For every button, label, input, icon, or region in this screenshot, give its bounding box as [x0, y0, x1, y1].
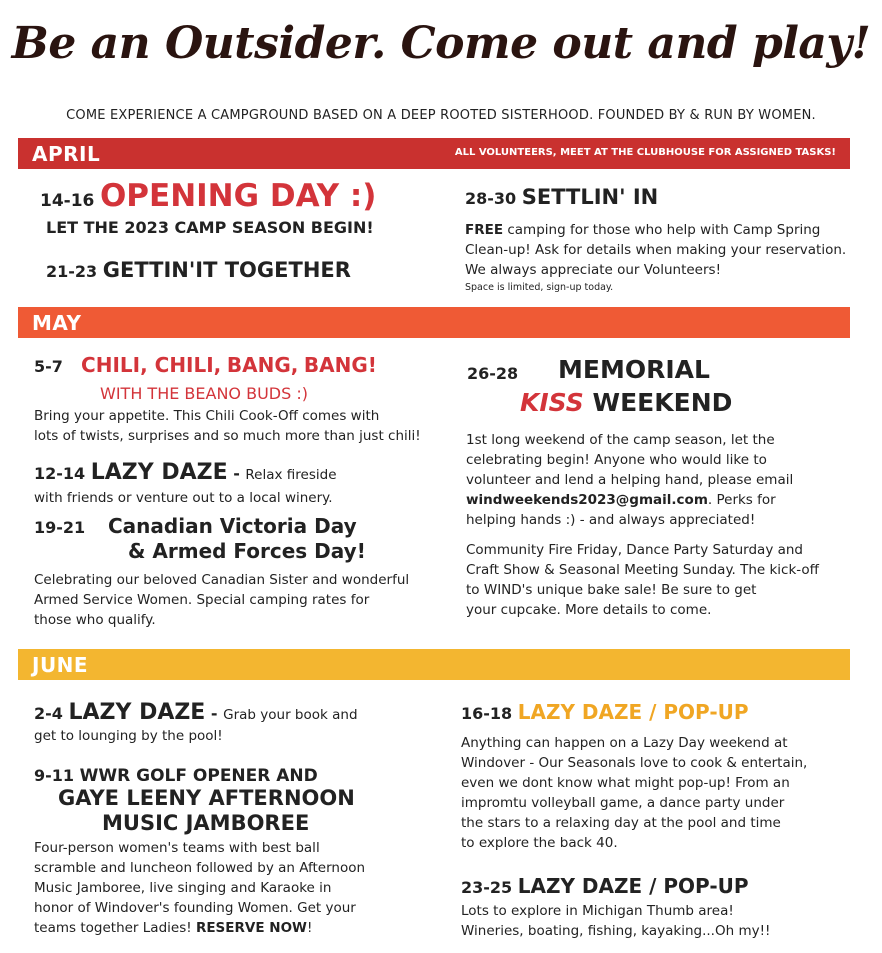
event-title: SETTLIN' IN — [521, 185, 659, 209]
event-title: LAZY DAZE / POP-UP — [517, 700, 749, 724]
may-banner — [18, 307, 850, 338]
event-description: Lots to explore in Michigan Thumb area! Wineries, boating, fishing, kayaking...Oh my!! — [461, 903, 771, 939]
event-title: LAZY DAZE — [68, 700, 206, 725]
event-opening-day — [40, 178, 376, 214]
event-date: 28-30 — [465, 189, 517, 208]
event-date: 16-18 — [461, 704, 513, 723]
event-description-2: Community Fire Friday, Dance Party Saturday and Craft Show & Seasonal Meeting Sunday. The kick-off to WIND's unique bake sale! Be sure to get your cupcake. More details to come. — [466, 542, 819, 618]
page-title: Be an Outsider. Come out and play! — [11, 18, 871, 69]
june-banner — [18, 649, 850, 680]
signup-note: Space is limited, sign-up today. — [465, 282, 614, 293]
april-label: APRIL — [32, 142, 101, 166]
event-date: 14-16 — [40, 191, 95, 211]
event-title-line2: KISS WEEKEND — [520, 388, 733, 417]
event-title: OPENING DAY :) — [99, 178, 377, 214]
event-description: get to lounging by the pool! — [34, 728, 223, 744]
event-description: with friends or venture out to a local winery. — [34, 490, 333, 506]
event-lazy-daze-may: 12-14 LAZY DAZE - Relax fireside — [34, 460, 337, 485]
event-title-line3: MUSIC JAMBOREE — [102, 811, 310, 835]
email-link[interactable]: windweekends2023@gmail.com — [466, 492, 708, 508]
event-description: FREE camping for those who help with Camp Spring Clean-up! Ask for details when making your reservation. We always appreciate our Volunteers! — [465, 222, 847, 278]
event-title-line2: GAYE LEENY AFTERNOON — [58, 786, 355, 810]
event-date: 2-4 — [34, 704, 63, 723]
event-title-line2: & Armed Forces Day! — [128, 539, 366, 563]
event-settlin-in — [465, 185, 658, 209]
event-description: 1st long weekend of the camp season, let the celebrating begin! Anyone who would like to volunteer and lend a helping hand, please email windweekends2023@gmail.com. Perks for helping hands :) - and always appreciated! — [466, 432, 794, 528]
may-label: MAY — [32, 311, 82, 335]
event-title: LAZY DAZE / POP-UP — [517, 874, 749, 898]
event-lazy-daze-june: 2-4 LAZY DAZE - Grab your book and — [34, 700, 358, 725]
event-description: Bring your appetite. This Chili Cook-Off comes with lots of twists, surprises and so much more than just chili! — [34, 408, 421, 444]
event-chili-cookoff: 5-7 CHILI, CHILI, BANG, BANG! — [34, 353, 377, 377]
event-lazy-daze-popup-2 — [461, 874, 749, 898]
april-banner — [18, 138, 850, 169]
event-title: GETTIN'IT TOGETHER — [102, 258, 351, 282]
event-date: 23-25 — [461, 878, 513, 897]
event-gettin-it-together — [46, 258, 351, 282]
event-title: LAZY DAZE — [90, 460, 228, 485]
event-title: MEMORIAL — [558, 355, 710, 384]
event-date: 9-11 — [34, 766, 75, 785]
page-subtitle: COME EXPERIENCE A CAMPGROUND BASED ON A DEEP ROOTED SISTERHOOD. FOUNDED BY & RUN BY WOMEN. — [66, 108, 816, 123]
event-description: Four-person women's teams with best ball scramble and luncheon followed by an Afternoon Music Jamboree, live singing and Karaoke in honor of Windover's founding Women. Get your teams together Ladies! RESERVE NOW! — [34, 840, 366, 936]
april-volunteer-note: ALL VOLUNTEERS, MEET AT THE CLUBHOUSE FOR ASSIGNED TASKS! — [454, 147, 836, 158]
event-title: WWR GOLF OPENER AND — [79, 766, 318, 786]
event-subtitle: LET THE 2023 CAMP SEASON BEGIN! — [46, 218, 374, 237]
event-date: 26-28 — [467, 364, 519, 383]
event-description: Anything can happen on a Lazy Day weekend at Windover - Our Seasonals love to cook & entertain, even we dont know what might pop-up! From an impromtu volleyball game, a dance party under the stars to a relaxing day at the pool and time to explore the back 40. — [461, 735, 808, 851]
event-date: 21-23 — [46, 262, 98, 281]
event-date: 19-21 — [34, 518, 86, 537]
free-label: FREE — [465, 222, 504, 238]
event-description: Celebrating our beloved Canadian Sister and wonderful Armed Service Women. Special camping rates for those who qualify. — [34, 572, 410, 628]
event-date: 12-14 — [34, 464, 86, 483]
event-subtitle: WITH THE BEANO BUDS :) — [100, 384, 308, 403]
reserve-now-link[interactable]: RESERVE NOW — [195, 920, 307, 936]
kiss-label: KISS — [520, 388, 584, 417]
event-date: 5-7 — [34, 357, 63, 376]
event-golf-opener — [34, 766, 318, 786]
event-title: Canadian Victoria Day — [108, 514, 357, 538]
event-lazy-daze-popup-1 — [461, 700, 749, 724]
june-label: JUNE — [32, 653, 89, 677]
